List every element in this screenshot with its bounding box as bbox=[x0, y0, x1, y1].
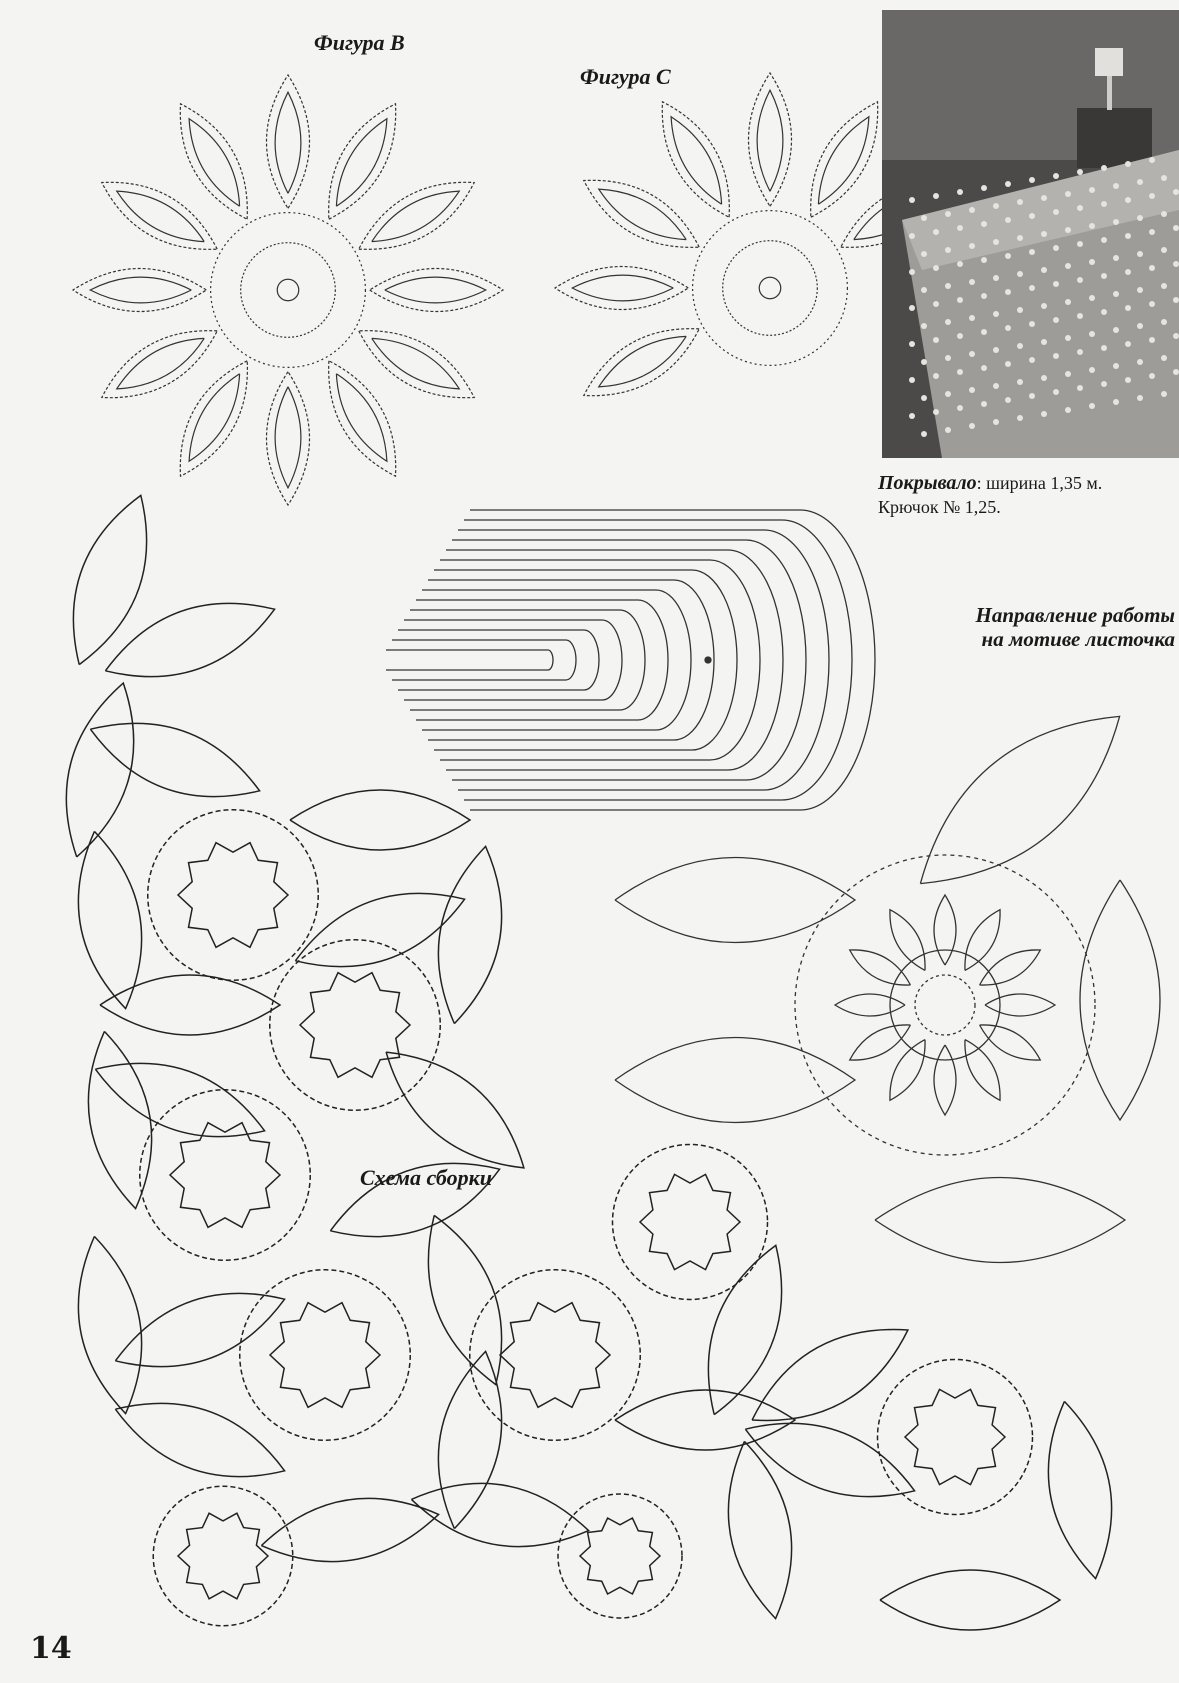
petal-inner bbox=[117, 338, 205, 389]
pattern-dot bbox=[1065, 335, 1071, 341]
row-line bbox=[386, 650, 553, 670]
petal-inner bbox=[572, 275, 673, 301]
motif-petal bbox=[980, 950, 1041, 985]
pattern-dot bbox=[933, 229, 939, 235]
pattern-dot bbox=[1101, 165, 1107, 171]
pattern-dot bbox=[1005, 289, 1011, 295]
pattern-dot bbox=[1053, 173, 1059, 179]
pattern-dot bbox=[957, 261, 963, 267]
hexagon-chain bbox=[613, 1145, 768, 1300]
petal bbox=[370, 269, 503, 312]
leaf bbox=[115, 1403, 284, 1476]
pattern-dot bbox=[1113, 219, 1119, 225]
pattern-dot bbox=[1017, 415, 1023, 421]
pattern-dot bbox=[1089, 331, 1095, 337]
row-line bbox=[392, 640, 576, 680]
pattern-dot bbox=[1029, 357, 1035, 363]
hexagon-chain bbox=[878, 1360, 1033, 1515]
pattern-dot bbox=[1149, 157, 1155, 163]
pattern-dot bbox=[957, 225, 963, 231]
pattern-dot bbox=[1161, 175, 1167, 181]
petal-inner bbox=[671, 117, 722, 205]
row-line bbox=[422, 590, 691, 730]
assembly-scheme-diagram bbox=[66, 495, 1111, 1630]
petal bbox=[73, 269, 206, 312]
pattern-dot bbox=[1113, 255, 1119, 261]
pattern-dot bbox=[1017, 271, 1023, 277]
petal-inner bbox=[385, 277, 486, 303]
pattern-dot bbox=[993, 203, 999, 209]
pattern-dot bbox=[1089, 403, 1095, 409]
motif-petal bbox=[890, 1040, 925, 1101]
pattern-dot bbox=[1137, 395, 1143, 401]
pattern-dot bbox=[1065, 191, 1071, 197]
petal-inner bbox=[117, 191, 205, 242]
motif-petal bbox=[965, 1040, 1000, 1101]
pattern-dot bbox=[957, 297, 963, 303]
pattern-dot bbox=[1137, 287, 1143, 293]
flower-motif bbox=[178, 843, 288, 948]
pattern-dot bbox=[1137, 251, 1143, 257]
pattern-dot bbox=[1005, 253, 1011, 259]
motif-center bbox=[915, 975, 975, 1035]
center bbox=[759, 277, 781, 299]
caption-title: Покрывало bbox=[878, 472, 977, 494]
pattern-dot bbox=[909, 305, 915, 311]
petal bbox=[749, 73, 792, 206]
pattern-dot bbox=[945, 283, 951, 289]
pattern-dot bbox=[1005, 217, 1011, 223]
ring bbox=[241, 243, 336, 338]
pattern-dot bbox=[957, 405, 963, 411]
work-direction-line1: Направление работы bbox=[975, 603, 1175, 627]
pattern-dot bbox=[945, 391, 951, 397]
flower-motif bbox=[500, 1303, 610, 1408]
pattern-dot bbox=[1005, 361, 1011, 367]
petal-inner bbox=[275, 92, 301, 193]
pattern-dot bbox=[1125, 377, 1131, 383]
motif-center-ring bbox=[890, 950, 1000, 1060]
pattern-dot bbox=[945, 355, 951, 361]
pattern-dot bbox=[909, 377, 915, 383]
pattern-dot bbox=[1065, 407, 1071, 413]
pattern-dot bbox=[1161, 319, 1167, 325]
pattern-dot bbox=[1017, 379, 1023, 385]
pattern-dot bbox=[981, 329, 987, 335]
pattern-dot bbox=[1161, 355, 1167, 361]
motif-petal bbox=[965, 910, 1000, 971]
pattern-dot bbox=[1137, 179, 1143, 185]
leaf bbox=[90, 723, 259, 796]
leaf bbox=[290, 790, 470, 850]
row-line bbox=[458, 530, 829, 790]
petal-inner bbox=[818, 117, 869, 205]
pattern-dot bbox=[1005, 325, 1011, 331]
bedspread-photo bbox=[882, 10, 1179, 458]
pattern-dot bbox=[1089, 259, 1095, 265]
petal bbox=[329, 361, 396, 476]
pattern-dot bbox=[957, 369, 963, 375]
leaf bbox=[752, 1330, 908, 1421]
leaf bbox=[1080, 880, 1160, 1120]
pattern-dot bbox=[1101, 201, 1107, 207]
petal bbox=[555, 267, 688, 310]
page-number: 14 bbox=[30, 1631, 72, 1666]
pattern-dot bbox=[1089, 367, 1095, 373]
ring bbox=[693, 211, 848, 366]
pattern-dot bbox=[1125, 197, 1131, 203]
pattern-dot bbox=[933, 337, 939, 343]
pattern-dot bbox=[969, 351, 975, 357]
row-line bbox=[464, 520, 852, 800]
pattern-dot bbox=[933, 301, 939, 307]
pattern-dot bbox=[1065, 371, 1071, 377]
pattern-dot bbox=[993, 311, 999, 317]
motif-petal bbox=[850, 1025, 911, 1060]
pattern-dot bbox=[1041, 231, 1047, 237]
figure-b-diagram bbox=[73, 75, 503, 505]
pattern-dot bbox=[933, 193, 939, 199]
petal-inner bbox=[336, 374, 387, 462]
row-line bbox=[416, 600, 668, 720]
pattern-dot bbox=[969, 279, 975, 285]
petal-inner bbox=[275, 387, 301, 488]
pattern-dot bbox=[1029, 393, 1035, 399]
petal bbox=[180, 361, 247, 476]
petal-inner bbox=[599, 336, 687, 387]
leaf bbox=[66, 683, 133, 857]
pattern-dot bbox=[1077, 385, 1083, 391]
leaf bbox=[78, 1236, 141, 1413]
pattern-dot bbox=[1065, 263, 1071, 269]
photo-caption bbox=[878, 470, 1102, 519]
pattern-dot bbox=[1065, 227, 1071, 233]
pattern-dot bbox=[1041, 195, 1047, 201]
pattern-dot bbox=[1077, 313, 1083, 319]
petal bbox=[584, 329, 699, 396]
center bbox=[277, 279, 299, 301]
pattern-dot bbox=[1089, 295, 1095, 301]
caption-width: : ширина 1,35 м. bbox=[976, 473, 1103, 493]
petal bbox=[329, 104, 396, 219]
pattern-dot bbox=[945, 211, 951, 217]
petal-inner bbox=[599, 189, 687, 240]
leaf bbox=[295, 893, 464, 966]
leaf bbox=[386, 1052, 524, 1168]
row-line bbox=[452, 540, 806, 780]
flower-motif bbox=[905, 1389, 1005, 1484]
pattern-dot bbox=[981, 185, 987, 191]
leaf bbox=[615, 858, 855, 943]
pattern-dot bbox=[1077, 169, 1083, 175]
pattern-dot bbox=[969, 207, 975, 213]
pattern-dot bbox=[1125, 341, 1131, 347]
pattern-dot bbox=[1125, 305, 1131, 311]
pattern-dot bbox=[945, 319, 951, 325]
pattern-dot bbox=[1161, 211, 1167, 217]
pattern-dot bbox=[1029, 321, 1035, 327]
pattern-dot bbox=[981, 293, 987, 299]
pattern-dot bbox=[945, 427, 951, 433]
pattern-dot bbox=[1173, 225, 1179, 231]
pattern-dot bbox=[1113, 363, 1119, 369]
leaf bbox=[615, 1038, 855, 1123]
pattern-dot bbox=[1077, 277, 1083, 283]
pattern-dot bbox=[1065, 299, 1071, 305]
flower-motif bbox=[640, 1174, 740, 1269]
pattern-dot bbox=[1149, 337, 1155, 343]
pattern-dot bbox=[921, 215, 927, 221]
pattern-dot bbox=[1017, 307, 1023, 313]
pattern-dot bbox=[1053, 317, 1059, 323]
pattern-dot bbox=[981, 257, 987, 263]
pattern-dot bbox=[1029, 177, 1035, 183]
pattern-dot bbox=[1029, 213, 1035, 219]
pattern-dot bbox=[1077, 205, 1083, 211]
pattern-dot bbox=[1137, 215, 1143, 221]
leaf bbox=[78, 831, 141, 1008]
leaf bbox=[95, 1063, 264, 1136]
ring bbox=[211, 213, 366, 368]
flower-motif bbox=[580, 1518, 660, 1594]
pattern-dot bbox=[1053, 209, 1059, 215]
pattern-dot bbox=[1149, 265, 1155, 271]
petal-inner bbox=[372, 338, 460, 389]
motif-petal bbox=[934, 1045, 956, 1115]
figure-b-label: Фигура В bbox=[314, 30, 405, 55]
motif-petal bbox=[980, 1025, 1041, 1060]
pattern-dot bbox=[1149, 373, 1155, 379]
pattern-dot bbox=[1149, 229, 1155, 235]
row-line bbox=[470, 510, 875, 810]
pattern-dot bbox=[1101, 237, 1107, 243]
pattern-dot bbox=[1173, 261, 1179, 267]
motif-outer-chain bbox=[795, 855, 1095, 1155]
petal-inner bbox=[90, 277, 191, 303]
pattern-dot bbox=[1041, 339, 1047, 345]
leaf-direction-diagram bbox=[386, 510, 875, 810]
pattern-dot bbox=[921, 323, 927, 329]
pattern-dot bbox=[981, 365, 987, 371]
pattern-dot bbox=[921, 251, 927, 257]
pattern-dot bbox=[1101, 345, 1107, 351]
pattern-dot bbox=[981, 401, 987, 407]
pattern-dot bbox=[1089, 187, 1095, 193]
motif-petal bbox=[934, 895, 956, 965]
work-direction-line2: на мотиве листочка bbox=[981, 627, 1175, 652]
pattern-dot bbox=[1041, 411, 1047, 417]
leaf bbox=[88, 1031, 151, 1208]
leaf bbox=[880, 1570, 1060, 1630]
pattern-dot bbox=[993, 383, 999, 389]
petal-inner bbox=[189, 374, 240, 462]
pattern-dot bbox=[909, 341, 915, 347]
pattern-dot bbox=[1101, 309, 1107, 315]
motif-petal bbox=[835, 994, 905, 1016]
pattern-dot bbox=[933, 373, 939, 379]
pattern-dot bbox=[921, 287, 927, 293]
pattern-dot bbox=[909, 233, 915, 239]
start-mark bbox=[705, 657, 711, 663]
bedspread-image bbox=[882, 10, 1179, 458]
pattern-dot bbox=[1113, 291, 1119, 297]
petal bbox=[811, 102, 878, 217]
hexagon-chain bbox=[558, 1494, 682, 1618]
pattern-dot bbox=[993, 239, 999, 245]
ring bbox=[723, 241, 818, 336]
pattern-dot bbox=[1137, 359, 1143, 365]
petal bbox=[359, 182, 474, 249]
pattern-dot bbox=[1041, 303, 1047, 309]
pattern-dot bbox=[1161, 391, 1167, 397]
hexagon-chain bbox=[140, 1090, 311, 1261]
pattern-dot bbox=[921, 395, 927, 401]
row-line bbox=[410, 610, 645, 710]
pattern-dot bbox=[1161, 247, 1167, 253]
pattern-dot bbox=[969, 243, 975, 249]
pattern-dot bbox=[1017, 199, 1023, 205]
petal bbox=[662, 102, 729, 217]
pattern-dot bbox=[1125, 233, 1131, 239]
petal bbox=[102, 182, 217, 249]
pattern-dot bbox=[969, 387, 975, 393]
pattern-dot bbox=[1053, 281, 1059, 287]
pattern-dot bbox=[1029, 249, 1035, 255]
pattern-dot bbox=[1149, 301, 1155, 307]
pattern-dot bbox=[1041, 267, 1047, 273]
flower-motif bbox=[300, 973, 410, 1078]
petal bbox=[180, 104, 247, 219]
hexagon-chain bbox=[153, 1486, 293, 1626]
pattern-dot bbox=[909, 197, 915, 203]
pattern-dot bbox=[945, 247, 951, 253]
row-line bbox=[446, 550, 783, 770]
flower-motif bbox=[178, 1513, 268, 1599]
pattern-dot bbox=[1089, 223, 1095, 229]
hexagon-chain bbox=[148, 810, 319, 981]
pattern-dot bbox=[1077, 241, 1083, 247]
petal bbox=[267, 75, 310, 208]
pattern-dot bbox=[1173, 333, 1179, 339]
pattern-dot bbox=[957, 189, 963, 195]
assembly-label: Схема сборки bbox=[360, 1165, 493, 1190]
petal-inner bbox=[336, 119, 387, 207]
pattern-dot bbox=[1125, 161, 1131, 167]
leaf bbox=[105, 603, 274, 676]
motif-detail-diagram bbox=[615, 716, 1160, 1262]
leaf bbox=[438, 846, 501, 1023]
pattern-dot bbox=[1029, 285, 1035, 291]
pattern-dot bbox=[921, 359, 927, 365]
petal bbox=[102, 331, 217, 398]
pattern-dot bbox=[1173, 369, 1179, 375]
pattern-dot bbox=[1149, 193, 1155, 199]
pattern-dot bbox=[1101, 381, 1107, 387]
pattern-dot bbox=[993, 275, 999, 281]
work-direction-label bbox=[975, 603, 1175, 651]
pattern-dot bbox=[1113, 183, 1119, 189]
row-line bbox=[398, 630, 599, 690]
motif-petal bbox=[890, 910, 925, 971]
petal bbox=[584, 180, 699, 247]
leaf bbox=[920, 716, 1119, 883]
pattern-dot bbox=[1017, 235, 1023, 241]
leaf bbox=[875, 1178, 1125, 1263]
pattern-dot bbox=[981, 221, 987, 227]
caption-hook: Крючок № 1,25. bbox=[878, 497, 1001, 517]
pattern-dot bbox=[1173, 189, 1179, 195]
row-line bbox=[428, 580, 714, 740]
leaf bbox=[428, 1215, 501, 1384]
leaf bbox=[1048, 1401, 1111, 1578]
pattern-dot bbox=[1113, 327, 1119, 333]
pattern-dot bbox=[1173, 297, 1179, 303]
pattern-dot bbox=[993, 419, 999, 425]
pattern-dot bbox=[921, 431, 927, 437]
pattern-dot bbox=[1161, 283, 1167, 289]
motif-petal bbox=[850, 950, 911, 985]
pattern-dot bbox=[957, 333, 963, 339]
pattern-dot bbox=[993, 347, 999, 353]
petal bbox=[267, 372, 310, 505]
pattern-dot bbox=[1137, 323, 1143, 329]
pattern-dot bbox=[909, 269, 915, 275]
petal-inner bbox=[757, 90, 783, 191]
pattern-dot bbox=[1113, 399, 1119, 405]
pattern-dot bbox=[1077, 349, 1083, 355]
pattern-dot bbox=[1125, 269, 1131, 275]
flower-motif bbox=[170, 1123, 280, 1228]
pattern-dot bbox=[909, 413, 915, 419]
petal-inner bbox=[189, 119, 240, 207]
pattern-dot bbox=[969, 315, 975, 321]
pattern-dot bbox=[1101, 273, 1107, 279]
pattern-dot bbox=[1017, 343, 1023, 349]
pattern-dot bbox=[933, 409, 939, 415]
pattern-dot bbox=[1041, 375, 1047, 381]
pattern-dot bbox=[1005, 397, 1011, 403]
pattern-dot bbox=[1053, 353, 1059, 359]
leaf bbox=[73, 495, 146, 664]
petal bbox=[359, 331, 474, 398]
motif-petal bbox=[985, 994, 1055, 1016]
pattern-dot bbox=[1005, 181, 1011, 187]
figure-c-label: Фигура С bbox=[580, 64, 671, 89]
pattern-dot bbox=[1053, 245, 1059, 251]
pattern-dot bbox=[969, 423, 975, 429]
pattern-dot bbox=[933, 265, 939, 271]
petal-inner bbox=[372, 191, 460, 242]
flower-motif bbox=[270, 1303, 380, 1408]
leaf bbox=[438, 1351, 501, 1528]
pattern-dot bbox=[1053, 389, 1059, 395]
